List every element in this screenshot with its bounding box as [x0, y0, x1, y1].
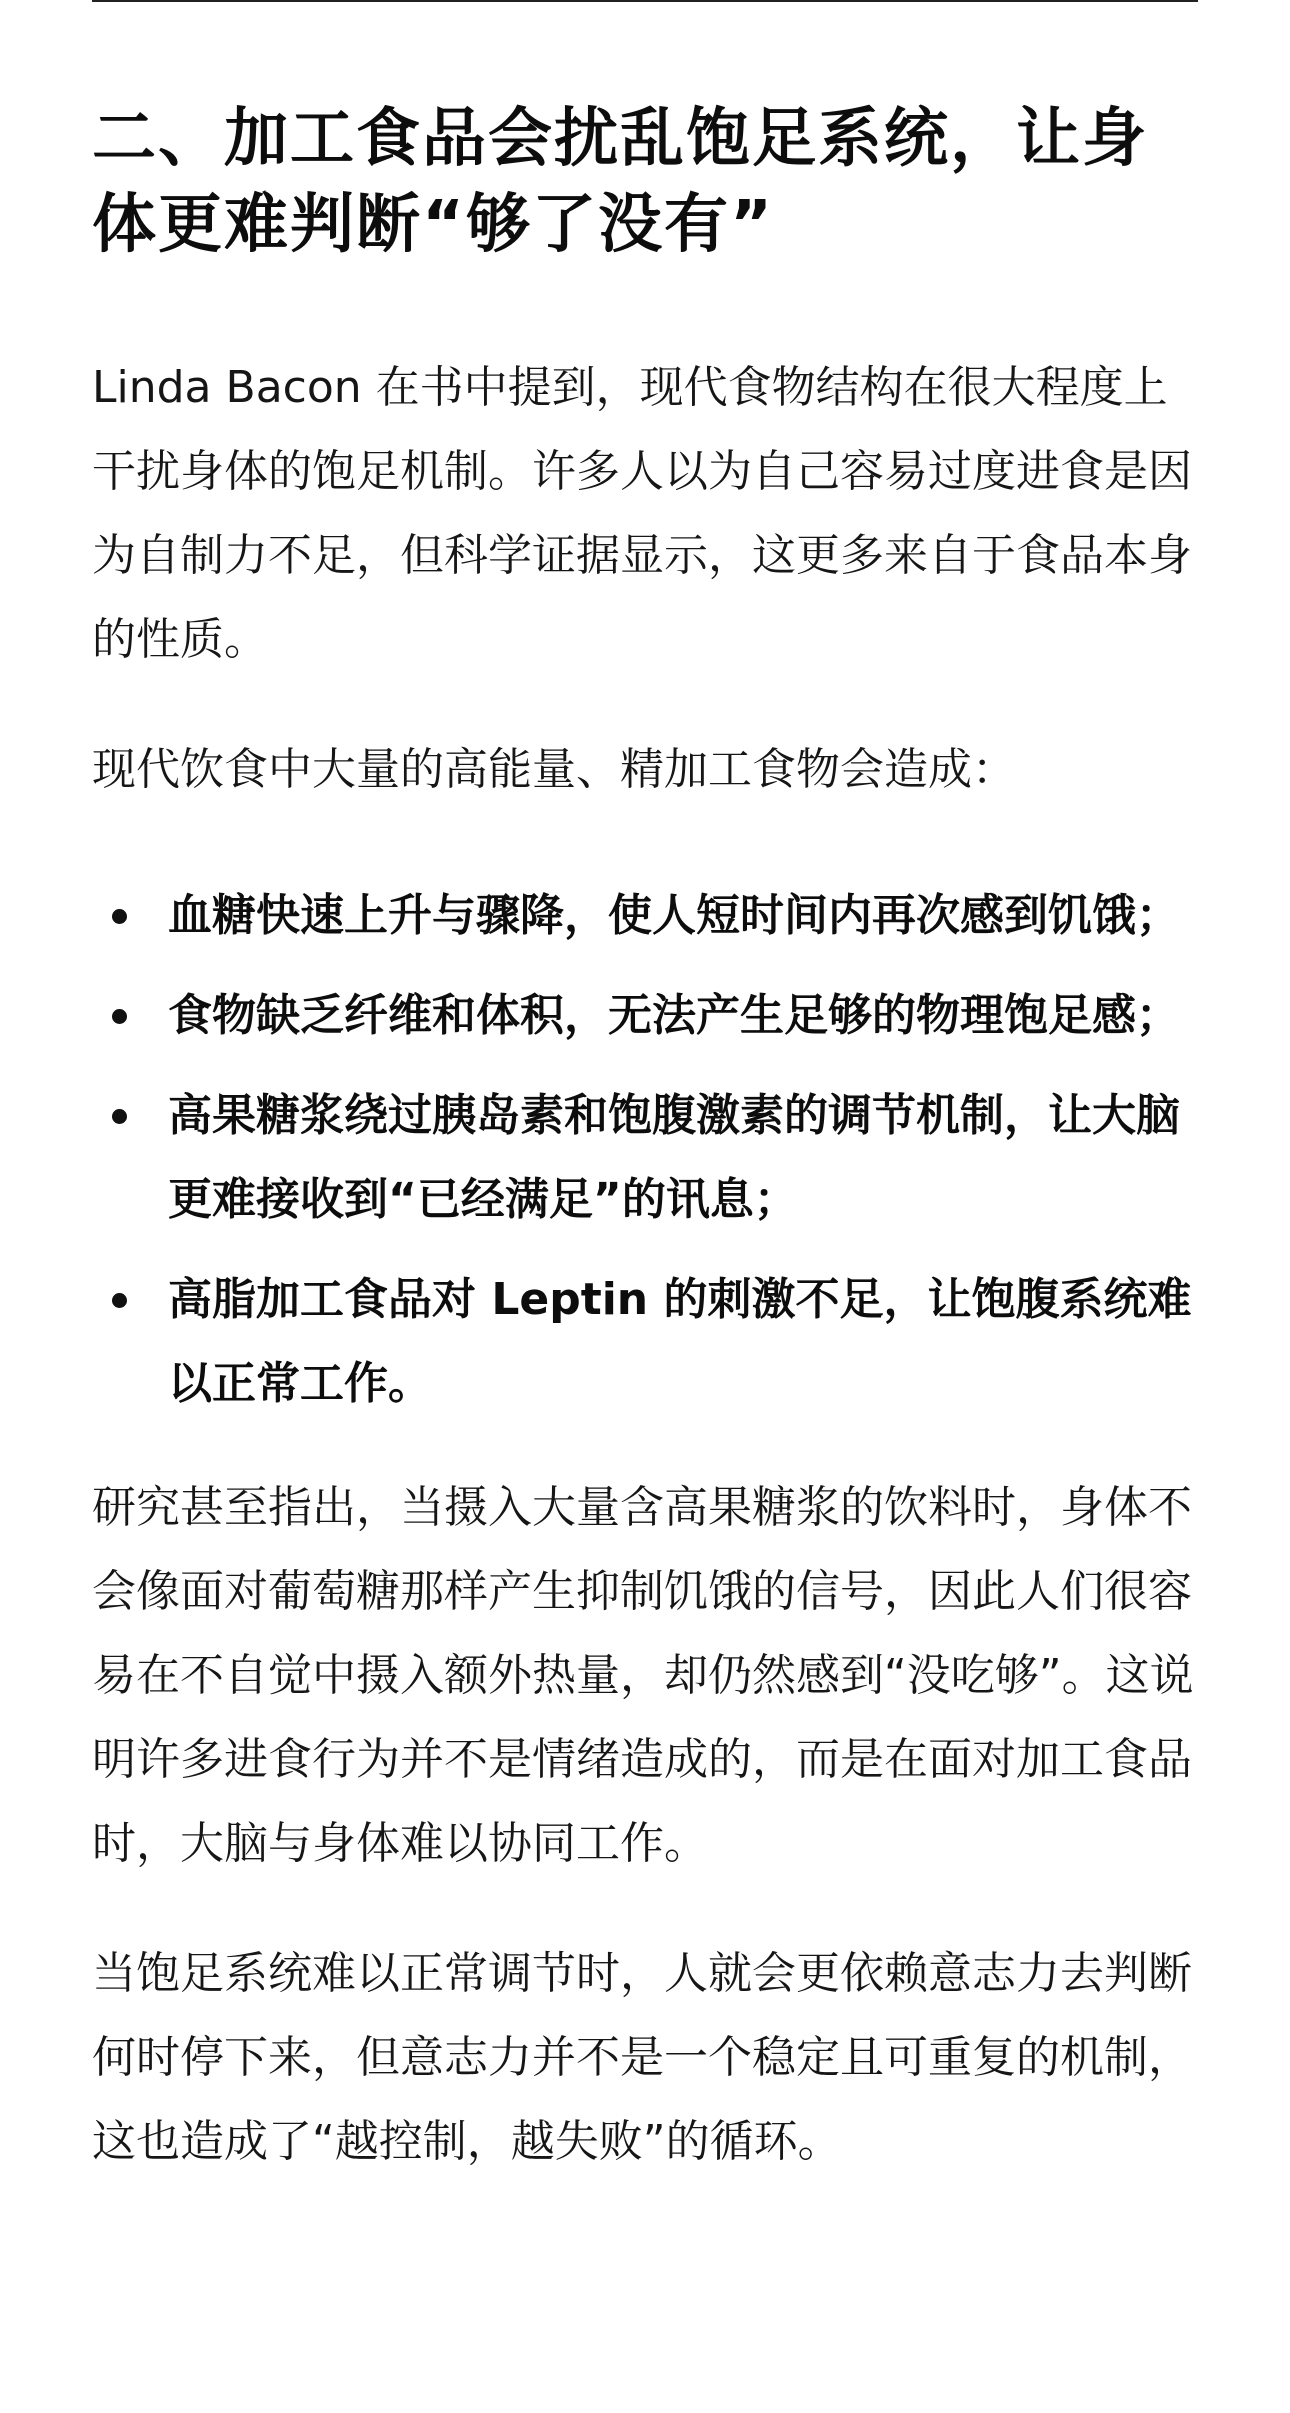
list-lead-paragraph: 现代饮食中大量的高能量、精加工食物会造成： — [92, 744, 1016, 795]
list-item-text: 高果糖浆绕过胰岛素和饱腹激素的调节机制，让大脑更难接收到“已经满足”的讯息； — [168, 1090, 1180, 1225]
list-item — [92, 974, 1198, 1058]
conclusion-paragraph: 当饱足系统难以正常调节时，人就会更依赖意志力去判断何时停下来，但意志力并不是一个稳定且可重复的机制，这也造成了“越控制，越失败”的循环。 — [92, 1948, 1192, 2167]
list-item-text: 高脂加工食品对 Leptin 的刺激不足，让饱腹系统难以正常工作。 — [168, 1274, 1192, 1409]
bullet-dot-icon — [112, 1109, 127, 1124]
list-item — [92, 1074, 1198, 1242]
bullet-dot-icon — [112, 1009, 127, 1024]
section-heading: 二、加工食品会扰乱饱足系统，让身体更难判断“够了没有” — [92, 102, 1148, 262]
intro-paragraph: Linda Bacon 在书中提到，现代食物结构在很大程度上干扰身体的饱足机制。许多人以为自己容易过度进食是因为自制力不足，但科学证据显示，这更多来自于食品本身的性质。 — [92, 362, 1192, 665]
research-paragraph: 研究甚至指出，当摄入大量含高果糖浆的饮料时，身体不会像面对葡萄糖那样产生抑制饥饿的信号，因此人们很容易在不自觉中摄入额外热量，却仍然感到“没吃够”。这说明许多进食行为并不是情绪造成的，而是在面对加工食品时，大脑与身体难以协同工作。 — [92, 1482, 1194, 1869]
list-item — [92, 874, 1198, 958]
list-item — [92, 1258, 1198, 1426]
top-divider — [92, 0, 1198, 2]
bullet-dot-icon — [112, 909, 127, 924]
article-body — [92, 96, 1198, 2184]
list-item-text: 食物缺乏纤维和体积，无法产生足够的物理饱足感； — [168, 990, 1180, 1041]
effects-list — [92, 874, 1198, 1426]
list-item-text: 血糖快速上升与骤降，使人短时间内再次感到饥饿； — [168, 890, 1180, 941]
bullet-dot-icon — [112, 1293, 127, 1308]
